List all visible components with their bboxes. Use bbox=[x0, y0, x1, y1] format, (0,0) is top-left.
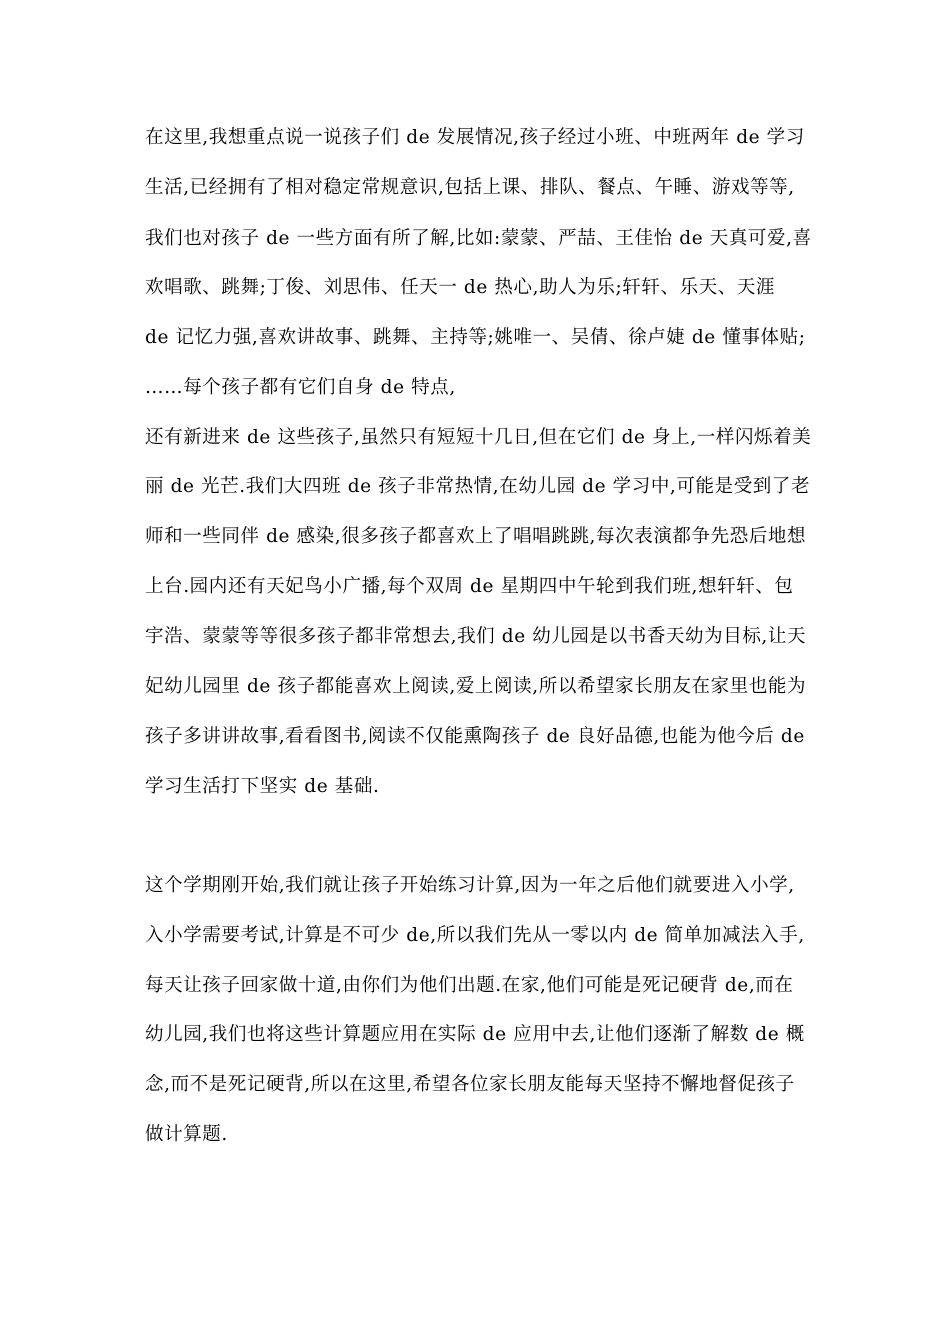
text-line: 欢唱歌、跳舞;丁俊、刘思伟、任天一 de 热心,助人为乐;轩轩、乐天、天涯 bbox=[145, 277, 776, 298]
text-line: 上台.园内还有天妃鸟小广播,每个双周 de 星期四中午轮到我们班,想轩轩、包 bbox=[145, 576, 794, 597]
text-line: 幼儿园,我们也将这些计算题应用在实际 de 应用中去,让他们逐渐了解数 de 概 bbox=[145, 1024, 805, 1045]
text-line: 生活,已经拥有了相对稳定常规意识,包括上课、排队、餐点、午睡、游戏等等, bbox=[145, 177, 795, 198]
text-line: de 记忆力强,喜欢讲故事、跳舞、主持等;姚唯一、吴倩、徐卢婕 de 懂事体贴; bbox=[145, 327, 806, 348]
text-line: 妃幼儿园里 de 孩子都能喜欢上阅读,爱上阅读,所以希望家长朋友在家里也能为 bbox=[145, 676, 807, 697]
text-line: 师和一些同伴 de 感染,很多孩子都喜欢上了唱唱跳跳,每次表演都争先恐后地想 bbox=[145, 526, 807, 547]
text-line: 还有新进来 de 这些孩子,虽然只有短短十几日,但在它们 de 身上,一样闪烁着美 bbox=[145, 427, 812, 448]
text-line: 丽 de 光芒.我们大四班 de 孩子非常热情,在幼儿园 de 学习中,可能是受到了老 bbox=[145, 476, 811, 497]
text-line: ……每个孩子都有它们自身 de 特点, bbox=[145, 377, 456, 398]
text-line: 做计算题. bbox=[145, 1124, 228, 1145]
text-line: 这个学期刚开始,我们就让孩子开始练习计算,因为一年之后他们就要进入小学, bbox=[145, 875, 795, 896]
text-line: 我们也对孩子 de 一些方面有所了解,比如:蒙蒙、严喆、王佳怡 de 天真可爱,喜 bbox=[145, 228, 812, 249]
text-line: 念,而不是死记硬背,所以在这里,希望各位家长朋友能每天坚持不懈地督促孩子 bbox=[145, 1074, 795, 1095]
text-line: 入小学需要考试,计算是不可少 de,所以我们先从一零以内 de 简单加减法入手, bbox=[145, 925, 805, 946]
text-line: 每天让孩子回家做十道,由你们为他们出题.在家,他们可能是死记硬背 de,而在 bbox=[145, 975, 794, 996]
text-line: 在这里,我想重点说一说孩子们 de 发展情况,孩子经过小班、中班两年 de 学习 bbox=[145, 127, 805, 148]
text-line: 宇浩、蒙蒙等等很多孩子都非常想去,我们 de 幼儿园是以书香天幼为目标,让天 bbox=[145, 626, 807, 647]
text-line: 学习生活打下坚实 de 基础. bbox=[145, 776, 380, 797]
text-line: 孩子多讲讲故事,看看图书,阅读不仅能熏陶孩子 de 良好品德,也能为他今后 de bbox=[145, 726, 805, 747]
